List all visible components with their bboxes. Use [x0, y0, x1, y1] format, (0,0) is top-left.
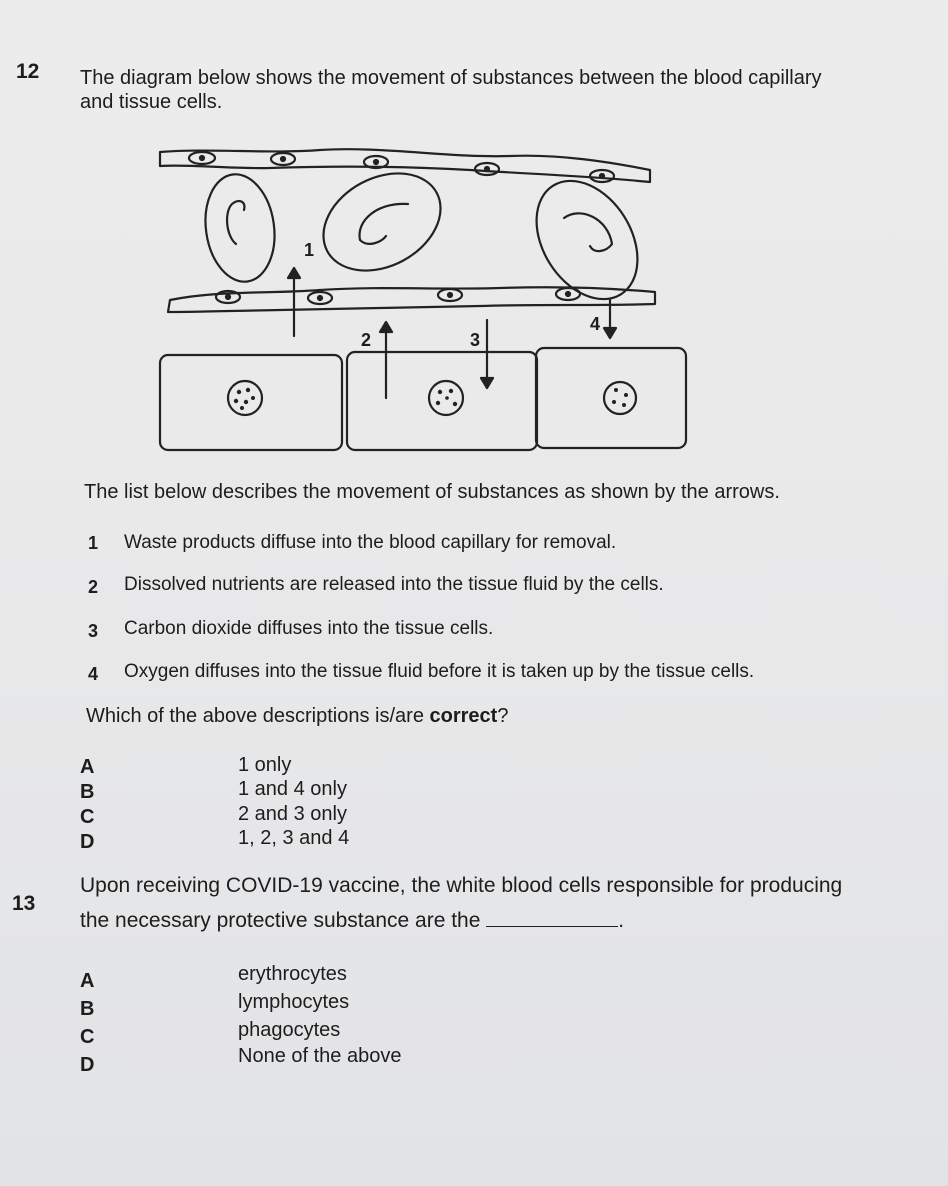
tissue-cell [536, 348, 686, 448]
q12-question-prefix: Which of the above descriptions is/are [86, 705, 430, 727]
capillary-upper-wall [160, 149, 650, 182]
statement-2-text: Dissolved nutrients are released into the tissue fluid by the cells. [124, 574, 664, 595]
arrow-label-4: 4 [590, 314, 601, 334]
q12-stem-line1: The diagram below shows the movement of substances between the blood capillary [80, 67, 822, 89]
wall-nucleus-dot [600, 174, 604, 178]
red-blood-cell [307, 154, 458, 290]
q12-list-intro: The list below describes the movement of substances as shown by the arrows. [84, 481, 780, 503]
statement-2-number: 2 [88, 577, 99, 597]
q13-stem-end: . [618, 909, 625, 932]
q13-stem-line2-wrap [80, 908, 624, 933]
q12-option-c-letter[interactable]: C [80, 806, 95, 828]
q12-option-d-text[interactable]: 1, 2, 3 and 4 [238, 827, 350, 849]
q12-question-bold: correct [429, 705, 498, 727]
capillary-lower-wall [168, 287, 655, 312]
q12-option-d-letter[interactable]: D [80, 831, 95, 853]
q13-option-b-letter[interactable]: B [80, 998, 95, 1020]
q12-stem-line2: and tissue cells. [80, 91, 223, 113]
answer-blank[interactable] [486, 908, 618, 927]
q13-option-a-text[interactable]: erythrocytes [238, 963, 347, 985]
wall-nucleus-dot [374, 160, 378, 164]
wall-nucleus-dot [200, 156, 204, 160]
wall-nucleus-dot [485, 167, 489, 171]
capillary-tissue-diagram [150, 140, 690, 460]
q12-option-b-letter[interactable]: B [80, 781, 95, 803]
q12-question [86, 704, 508, 728]
statement-4-number: 4 [88, 664, 99, 684]
q13-option-d-letter[interactable]: D [80, 1054, 95, 1076]
tissue-cell [347, 352, 537, 450]
wall-nucleus-dot [281, 157, 285, 161]
statement-4-text: Oxygen diffuses into the tissue fluid before it is taken up by the tissue cells. [124, 661, 755, 682]
statement-3-text: Carbon dioxide diffuses into the tissue cells. [124, 618, 494, 639]
q12-option-a-text[interactable]: 1 only [238, 754, 292, 776]
wall-nucleus-dot [448, 293, 452, 297]
wall-nucleus-dot [566, 292, 570, 296]
tissue-cell [160, 355, 342, 450]
q13-stem-line1: Upon receiving COVID-19 vaccine, the white blood cells responsible for producing [80, 874, 843, 897]
arrow-label-3: 3 [470, 330, 481, 350]
wall-nucleus-dot [226, 295, 230, 299]
q12-option-b-text[interactable]: 1 and 4 only [238, 778, 347, 800]
arrow-label-2: 2 [361, 330, 372, 350]
tissue-nucleus [604, 382, 636, 414]
statement-1-text: Waste products diffuse into the blood capillary for removal. [124, 532, 617, 553]
q13-option-c-text[interactable]: phagocytes [238, 1019, 341, 1041]
q13-stem-line2: the necessary protective substance are the [80, 909, 481, 932]
q12-question-suffix: ? [497, 705, 509, 727]
statement-1-number: 1 [88, 533, 99, 553]
red-blood-cell [199, 170, 281, 286]
q13-option-d-text[interactable]: None of the above [238, 1045, 402, 1067]
q13-option-c-letter[interactable]: C [80, 1026, 95, 1048]
statement-3-number: 3 [88, 621, 99, 641]
q13-option-a-letter[interactable]: A [80, 970, 95, 992]
q12-option-c-text[interactable]: 2 and 3 only [238, 803, 347, 825]
q13-option-b-text[interactable]: lymphocytes [238, 991, 350, 1013]
arrow-label-1: 1 [304, 240, 315, 260]
q12-number: 12 [16, 60, 40, 83]
red-blood-cell [516, 162, 658, 317]
q12-option-a-letter[interactable]: A [80, 756, 95, 778]
tissue-nucleus [228, 381, 262, 415]
wall-nucleus-dot [318, 296, 322, 300]
q13-number: 13 [12, 892, 36, 915]
